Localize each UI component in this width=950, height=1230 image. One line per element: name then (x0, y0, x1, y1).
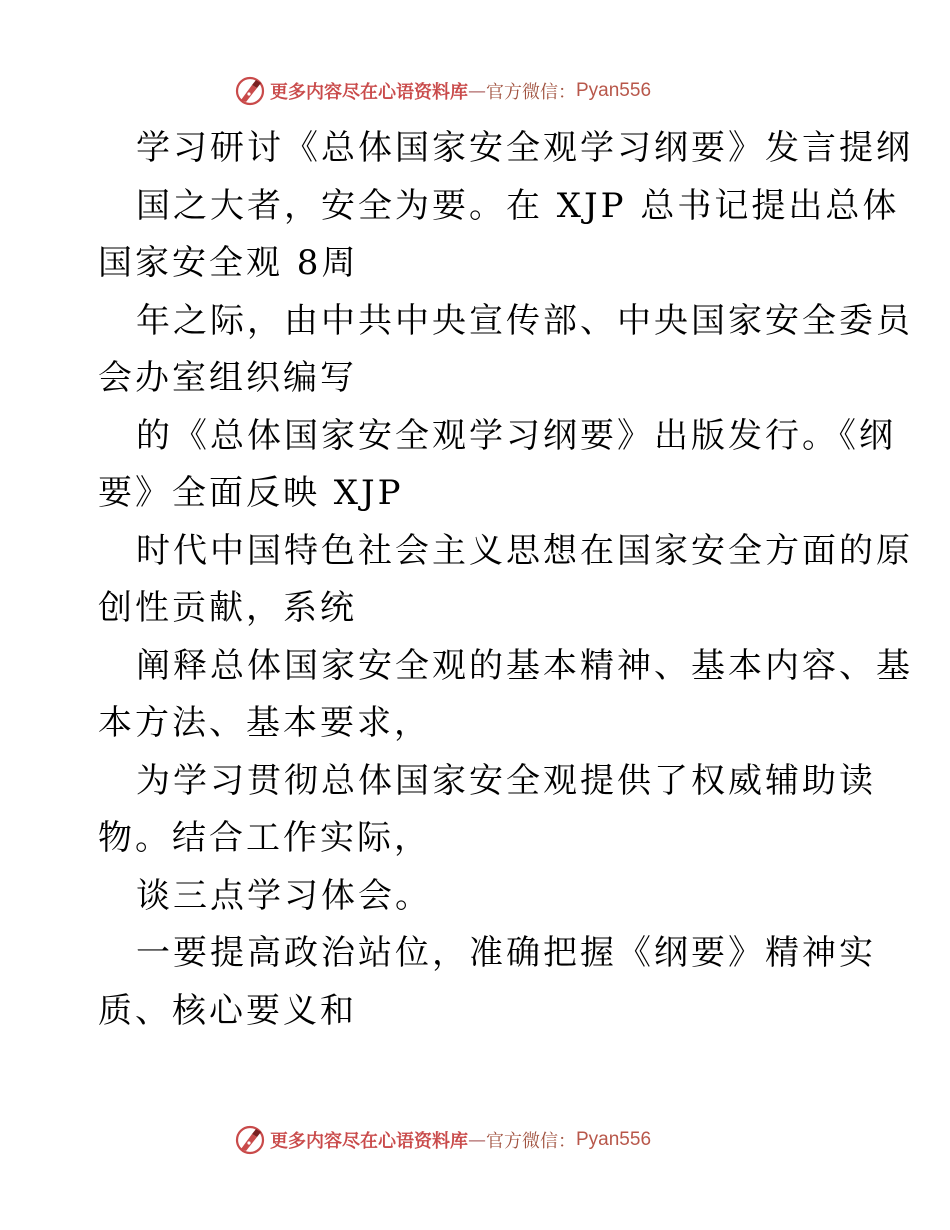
text-line: 本方法、基本要求， (98, 703, 431, 743)
text-line: 阐释总体国家安全观的基本精神、基本内容、基 (136, 645, 913, 686)
text-line: 质、核心要义和 (98, 990, 357, 1031)
text-line: 的《总体国家安全观学习纲要》出版发行。《纲 (136, 415, 896, 456)
watermark-wechat-label: 官方微信： (486, 82, 576, 103)
watermark-separator: — (468, 80, 486, 102)
pen-nib-logo-icon (234, 1124, 266, 1156)
header-watermark (234, 74, 754, 108)
text-line: 要》全面反映 XJP (98, 473, 404, 513)
text-line: 谈三点学习体会。 (136, 875, 432, 916)
text-line: 会办室组织编写 (98, 358, 357, 398)
text-line: 为学习贯彻总体国家安全观提供了权威辅助读 (136, 760, 876, 801)
footer-watermark (234, 1123, 754, 1157)
watermark-wechat-label: 官方微信： (486, 1131, 576, 1152)
text-line: 创性贡献，系统 (98, 588, 357, 628)
document-body (98, 120, 913, 1040)
text-line: 年之际，由中共中央宣传部、中央国家安全委员 (136, 300, 913, 341)
watermark-site-text: 更多内容尽在心语资料库 (270, 1131, 468, 1152)
watermark-wechat-id: Pyan556 (576, 1129, 652, 1150)
document-title-line: 学习研讨《总体国家安全观学习纲要》发言提纲 (136, 128, 913, 168)
text-line: 国之大者，安全为要。在 XJP 总书记提出总体 (136, 185, 900, 226)
text-line: 一要提高政治站位，准确把握《纲要》精神实 (136, 933, 876, 973)
pen-nib-logo-icon (234, 75, 266, 107)
text-line: 时代中国特色社会主义思想在国家安全方面的原 (136, 530, 913, 571)
watermark-wechat-id: Pyan556 (576, 80, 652, 101)
text-line: 物。结合工作实际， (98, 818, 431, 858)
watermark-site-text: 更多内容尽在心语资料库 (270, 82, 468, 103)
text-line: 国家安全观 8周 (98, 243, 359, 283)
watermark-separator: — (468, 1129, 486, 1151)
